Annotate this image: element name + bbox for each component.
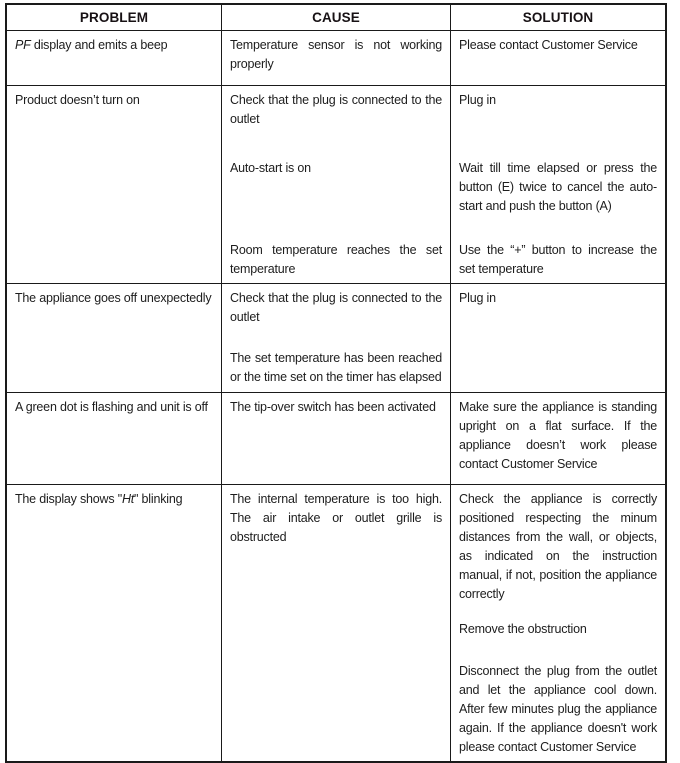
solution-cell: Check the appliance is correctly positioned respecting the minum distances from the wall, or objects, as indicated on the instruction manual, if not, position the appliance correctly <box>450 485 665 615</box>
cause-solution-pair <box>222 284 665 344</box>
problem-cell <box>7 284 221 392</box>
cause-cell <box>222 657 450 761</box>
table-header-row <box>7 5 665 30</box>
column-header-problem: PROBLEM <box>79 10 149 25</box>
cause-cell: The tip-over switch has been activated <box>230 400 436 414</box>
cause-solution-pairs <box>221 284 665 392</box>
cause-solution-pairs <box>221 393 665 484</box>
cause-solution-pair <box>222 657 665 761</box>
troubleshooting-table <box>5 3 667 763</box>
cause-cell: Temperature sensor is not working properly <box>230 38 442 71</box>
table-row <box>7 30 665 85</box>
problem-text: Product doesn’t turn on <box>15 93 140 107</box>
solution-cell: Plug in <box>450 284 665 344</box>
cause-solution-pair <box>222 86 665 154</box>
problem-cell <box>7 393 221 484</box>
problem-text: The appliance goes off unexpectedly <box>15 291 212 305</box>
table-row <box>7 484 665 761</box>
problem-text: The display shows " <box>15 492 122 506</box>
solution-cell: Use the “+” button to increase the set temperature <box>450 236 665 283</box>
solution-cell: Disconnect the plug from the outlet and let the appliance cool down. After few minutes plug the appliance again. If the appliance doesn't work please contact Customer Service <box>450 657 665 761</box>
solution-cell: Wait till time elapsed or press the button (E) twice to cancel the auto-start and push the button (A) <box>450 154 665 236</box>
cause-solution-pair <box>222 344 665 392</box>
cause-solution-pair <box>222 615 665 657</box>
cause-cell: Check that the plug is connected to the outlet <box>230 93 442 126</box>
cause-cell: Room temperature reaches the set temperature <box>230 243 442 276</box>
cause-cell: Check that the plug is connected to the outlet <box>230 291 442 324</box>
solution-cell: Plug in <box>450 86 665 154</box>
problem-text: PF <box>15 38 31 52</box>
table-row <box>7 392 665 484</box>
problem-cell <box>7 485 221 761</box>
problem-cell <box>7 31 221 85</box>
problem-text: display and emits a beep <box>30 38 168 52</box>
cause-cell <box>222 615 450 657</box>
cause-solution-pair <box>222 154 665 236</box>
solution-cell <box>450 344 665 392</box>
column-header-solution: SOLUTION <box>450 5 665 30</box>
cause-cell: The internal temperature is too high. The air intake or outlet grille is obstructed <box>230 492 442 544</box>
problem-text: Ht <box>121 492 135 506</box>
solution-cell: Remove the obstruction <box>450 615 665 657</box>
cause-solution-pair <box>222 485 665 615</box>
problem-text: " blinking <box>134 492 183 506</box>
problem-cell <box>7 86 221 283</box>
solution-cell: Make sure the appliance is standing upright on a flat surface. If the appliance doesn’t work please contact Customer Service <box>450 393 665 484</box>
table-row <box>7 283 665 392</box>
cause-solution-pairs <box>221 485 665 761</box>
cause-cell: The set temperature has been reached or the time set on the timer has elapsed <box>230 351 442 384</box>
cause-solution-pairs <box>221 31 665 85</box>
solution-cell: Please contact Customer Service <box>450 31 665 85</box>
column-header-cause: CAUSE <box>221 5 450 30</box>
cause-cell: Auto-start is on <box>230 161 311 175</box>
cause-solution-pair <box>222 31 665 85</box>
cause-solution-pairs <box>221 86 665 283</box>
table-row <box>7 85 665 283</box>
cause-solution-pair <box>222 393 665 484</box>
cause-solution-pair <box>222 236 665 283</box>
problem-text: A green dot is flashing and unit is off <box>15 400 208 414</box>
